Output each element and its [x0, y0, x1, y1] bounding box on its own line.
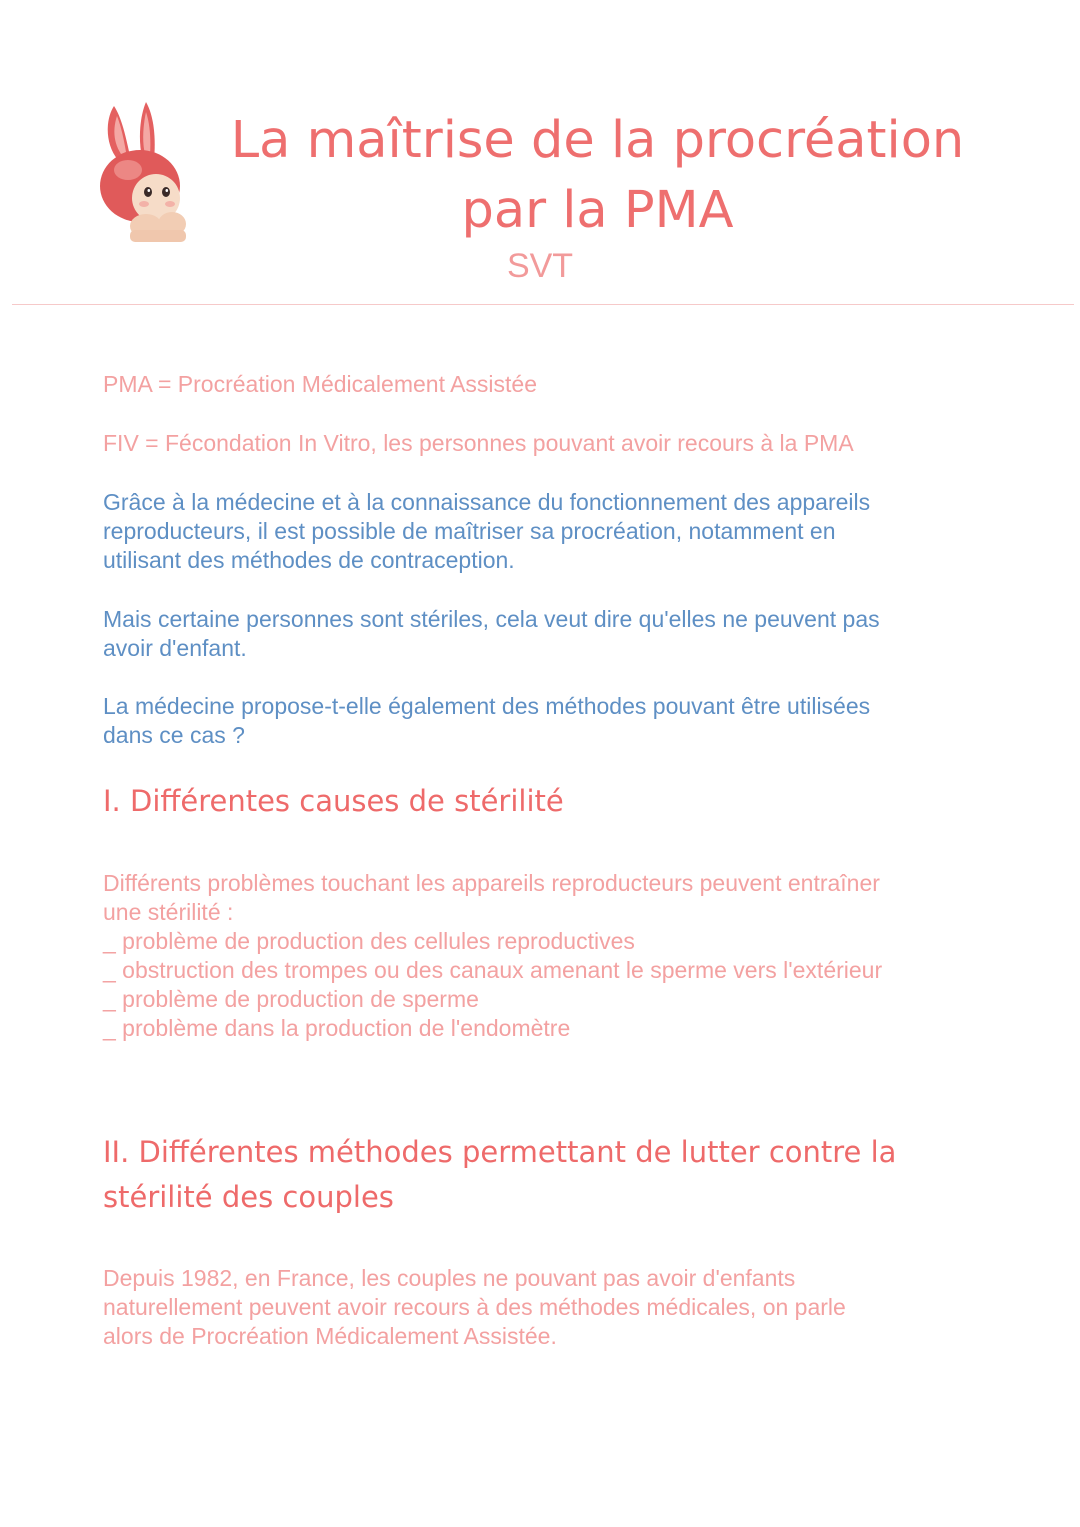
text-line: une stérilité :: [103, 899, 234, 925]
bunny-doll-icon: [96, 98, 192, 243]
text-line: alors de Procréation Médicalement Assistée.: [103, 1323, 557, 1349]
heading-line: II. Différentes méthodes permettant de lutter contre la: [103, 1135, 897, 1169]
text-line: reproducteurs, il est possible de maîtriser sa procréation, notamment en: [103, 518, 836, 544]
list-item: _ problème de production des cellules reproductives: [103, 928, 635, 954]
definition-pma: PMA = Procréation Médicalement Assistée: [103, 371, 538, 397]
text-line: avoir d'enfant.: [103, 635, 247, 661]
page-title-line2: par la PMA: [461, 181, 734, 240]
text-line: La médecine propose-t-elle également des méthodes pouvant être utilisées: [103, 693, 871, 719]
text-line: Différents problèmes touchant les appareils reproducteurs peuvent entraîner: [103, 870, 880, 896]
list-item: _ problème dans la production de l'endomètre: [103, 1015, 571, 1041]
text-line: Mais certaine personnes sont stériles, cela veut dire qu'elles ne peuvent pas: [103, 606, 880, 632]
page-title-line1: La maîtrise de la procréation: [230, 111, 965, 170]
section2-body: [103, 1264, 1003, 1351]
definition-fiv: FIV = Fécondation In Vitro, les personnes pouvant avoir recours à la PMA: [103, 430, 854, 456]
text-line: Grâce à la médecine et à la connaissance du fonctionnement des appareils: [103, 489, 871, 515]
intro-paragraph-3: [103, 692, 1003, 750]
list-item: _ obstruction des trompes ou des canaux amenant le sperme vers l'extérieur: [103, 957, 883, 983]
text-line: naturellement peuvent avoir recours à des méthodes médicales, on parle: [103, 1294, 846, 1320]
text-line: Depuis 1982, en France, les couples ne pouvant pas avoir d'enfants: [103, 1265, 796, 1291]
section2-heading: [103, 1130, 1003, 1220]
list-item: _ problème de production de sperme: [103, 986, 479, 1012]
intro-paragraph-1: [103, 488, 1003, 575]
header-divider: [12, 304, 1074, 305]
text-line: dans ce cas ?: [103, 722, 245, 748]
heading-line: stérilité des couples: [103, 1180, 394, 1214]
text-line: utilisant des méthodes de contraception.: [103, 547, 515, 573]
section1-heading: I. Différentes causes de stérilité: [103, 784, 564, 818]
subject-label: SVT: [506, 247, 574, 285]
section1-body: [103, 869, 1003, 1043]
intro-paragraph-2: [103, 605, 1003, 663]
